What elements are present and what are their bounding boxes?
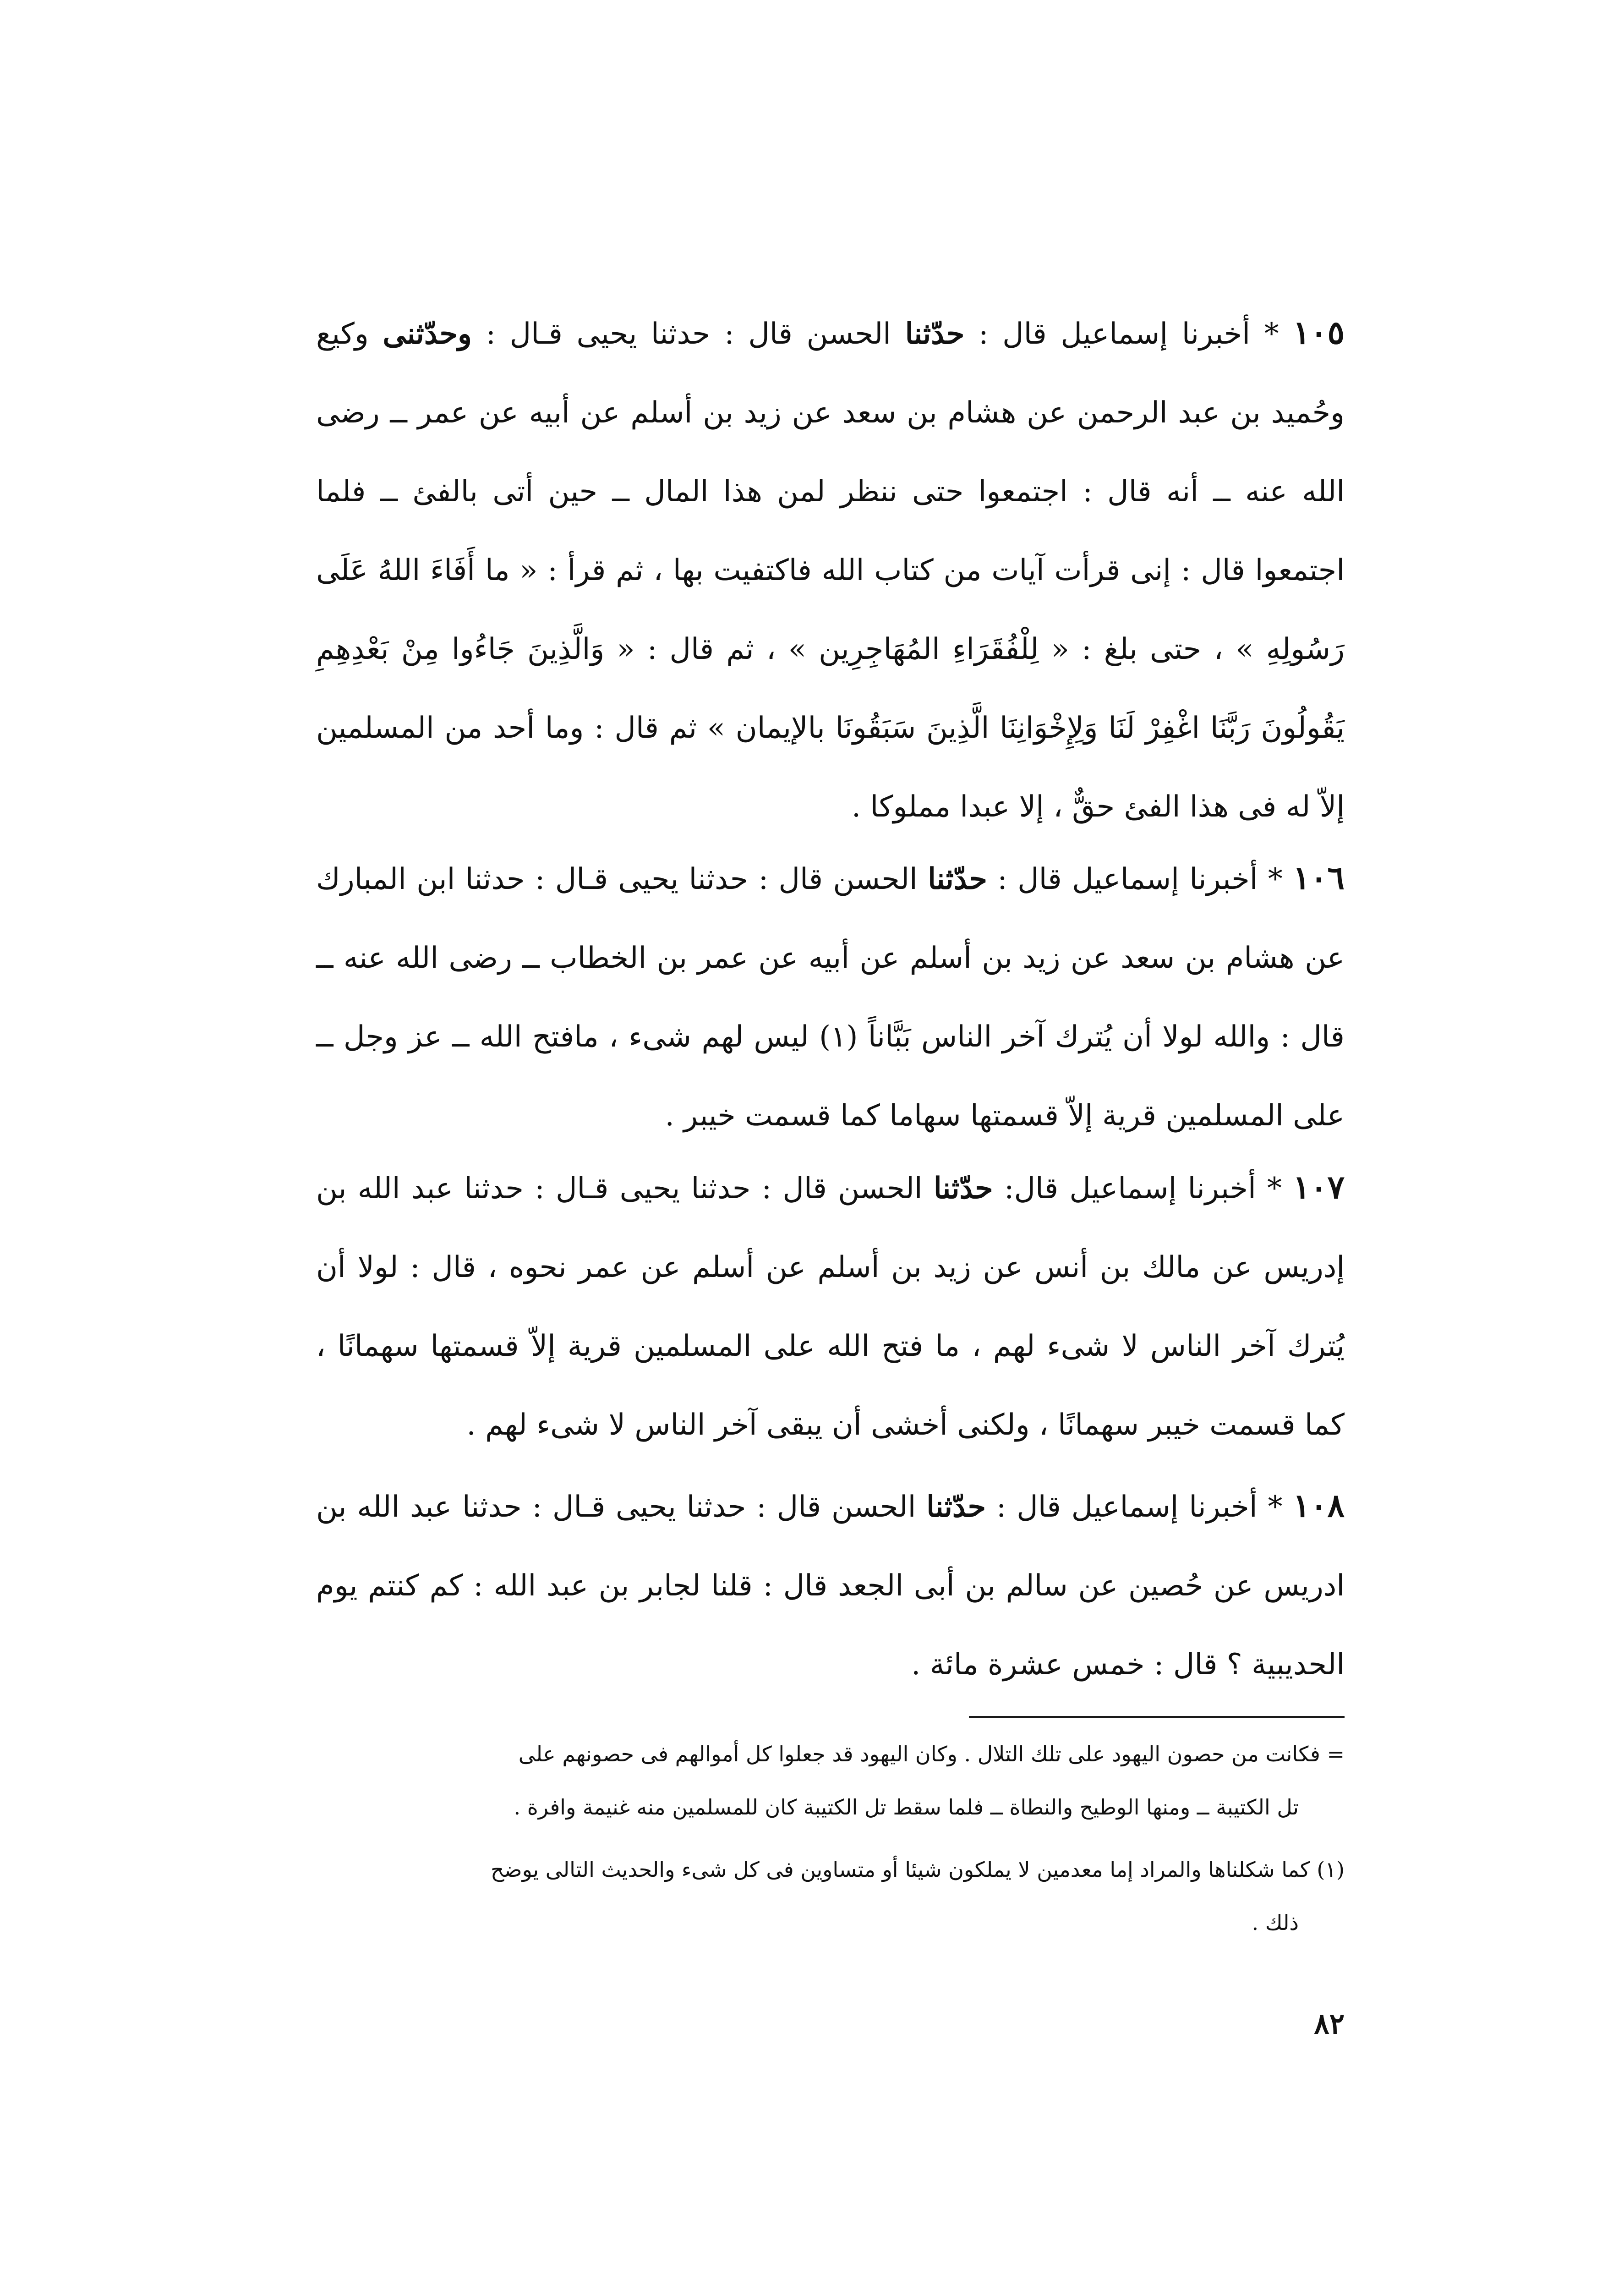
hadith-mark: * xyxy=(1268,862,1283,896)
hadith-mark: * xyxy=(1267,1172,1282,1206)
footnote-continuation-line: فكانت من حصون اليهود على تلك التلال . وكان اليهود قد جعلوا كل أموالهم فى حصونهم على xyxy=(518,1742,1320,1766)
footnote-line: ذلك . xyxy=(1252,1910,1299,1935)
hadith-lead: أخبرنا إسماعيل قال : xyxy=(997,862,1258,896)
hadith-text: ابن المبارك عن هشام بن سعد عن زيد بن أسلم عن أبيه عن عمر بن الخطاب ــ رضى الله عنه ــ قال : والله لولا أن يُترك آخر الناس بَبَّاناً (١) ليس لهم شىء ، مافتح الله ــ عز وجل ــ على المسلمين قرية إلاّ قسمتها سهاما كما قسمت خيبر . xyxy=(316,862,1345,1133)
hadith-108 xyxy=(316,1466,1345,1704)
hadith-bold-phrase: حدّثنا xyxy=(933,1171,993,1206)
hadith-105 xyxy=(316,293,1345,846)
page-number: ٨٢ xyxy=(1314,2007,1345,2040)
hadith-106 xyxy=(316,839,1345,1155)
hadith-chain: الحسن قال : حدثنا يحيى قـال : حدثنا xyxy=(465,862,918,896)
hadith-number: ١٠٥ xyxy=(1293,313,1345,351)
hadith-lead: أخبرنا إسماعيل قال : xyxy=(979,317,1251,351)
footnote-divider xyxy=(969,1716,1345,1718)
hadith-text: عبد الله بن إدريس عن مالك بن أنس عن زيد بن أسلم عن أسلم عن عمر نحوه ، قال : لولا أن يُترك آخر الناس لا شىء لهم ، ما فتح الله على المسلمين قرية إلاّ قسمتها سهمانًا ، كما قسمت خيبر سهمانًا ، ولكنى أخشى أن يبقى آخر الناس لا شىء لهم . xyxy=(316,1172,1345,1442)
hadith-lead: أخبرنا إسماعيل قال: xyxy=(1004,1172,1256,1206)
footnote-continuation-marker: = xyxy=(1327,1742,1345,1766)
footnote-line: كما شكلناها والمراد إما معدمين لا يملكون شيئا أو متساوين فى كل شىء والحديث التالى يوضح xyxy=(490,1857,1310,1882)
hadith-mark: * xyxy=(1264,317,1279,351)
footnotes xyxy=(316,1727,1345,1958)
hadith-chain: الحسن قال : حدثنا يحيى قـال : حدثنا xyxy=(462,1490,916,1524)
footnote-continuation-line: تل الكتيبة ــ ومنها الوطيح والنطاة ــ فلما سقط تل الكتيبة كان للمسلمين منه غنيمة وافرة . xyxy=(514,1795,1299,1820)
hadith-text: وكيع وحُميد بن عبد الرحمن عن هشام بن سعد عن زيد بن أسلم عن أبيه عن عمر ــ رضى الله عنه ــ أنه قال : اجتمعوا حتى ننظر لمن هذا المال ــ حين أتى بالفئ ــ فلما اجتمعوا قال : إنى قرأت آيات من كتاب الله فاكتفيت بها ، ثم قرأ : « ما أَفَاءَ اللهُ عَلَى رَسُولِهِ » ، حتى بلغ : « لِلْفُقَرَاءِ المُهَاجِرِين » ، ثم قال : « وَالَّذِينَ جَاءُوا مِنْ بَعْدِهِمِ يَقُولُونَ رَبَّنَا اغْفِرْ لَنَا وَلِإِخْوَانِنَا الَّذِينَ سَبَقُونَا بالإيمان » ثم قال : وما أحد من المسلمين إلاّ له فى هذا الفئ حقٌّ ، إلا عبدا مملوكا . xyxy=(316,317,1345,824)
hadith-chain: الحسن قال : حدثنا يحيى قـال : حدثنا xyxy=(464,1172,923,1206)
hadith-mark: * xyxy=(1268,1490,1283,1524)
hadith-text: عبد الله بن ادريس عن حُصين عن سالم بن أبى الجعد قال : قلنا لجابر بن عبد الله : كم كنتم يوم الحديبية ؟ قال : خمس عشرة مائة . xyxy=(316,1490,1345,1682)
hadith-chain: الحسن قال : حدثنا يحيى قـال : xyxy=(486,317,891,351)
hadith-bold-phrase-2: وحدّثنى xyxy=(383,317,472,351)
hadith-bold-phrase: حدّثنا xyxy=(928,862,987,896)
hadith-number: ١٠٨ xyxy=(1293,1486,1345,1524)
hadith-107 xyxy=(316,1148,1345,1464)
hadith-bold-phrase: حدّثنا xyxy=(905,317,965,351)
hadith-bold-phrase: حدّثنا xyxy=(926,1490,986,1524)
footnote-continuation xyxy=(316,1727,1345,1834)
hadith-number: ١٠٧ xyxy=(1293,1168,1345,1206)
hadith-number: ١٠٦ xyxy=(1293,859,1345,897)
footnote-1 xyxy=(316,1843,1345,1949)
hadith-lead: أخبرنا إسماعيل قال : xyxy=(996,1490,1258,1524)
footnote-marker: (١) xyxy=(1317,1857,1345,1882)
